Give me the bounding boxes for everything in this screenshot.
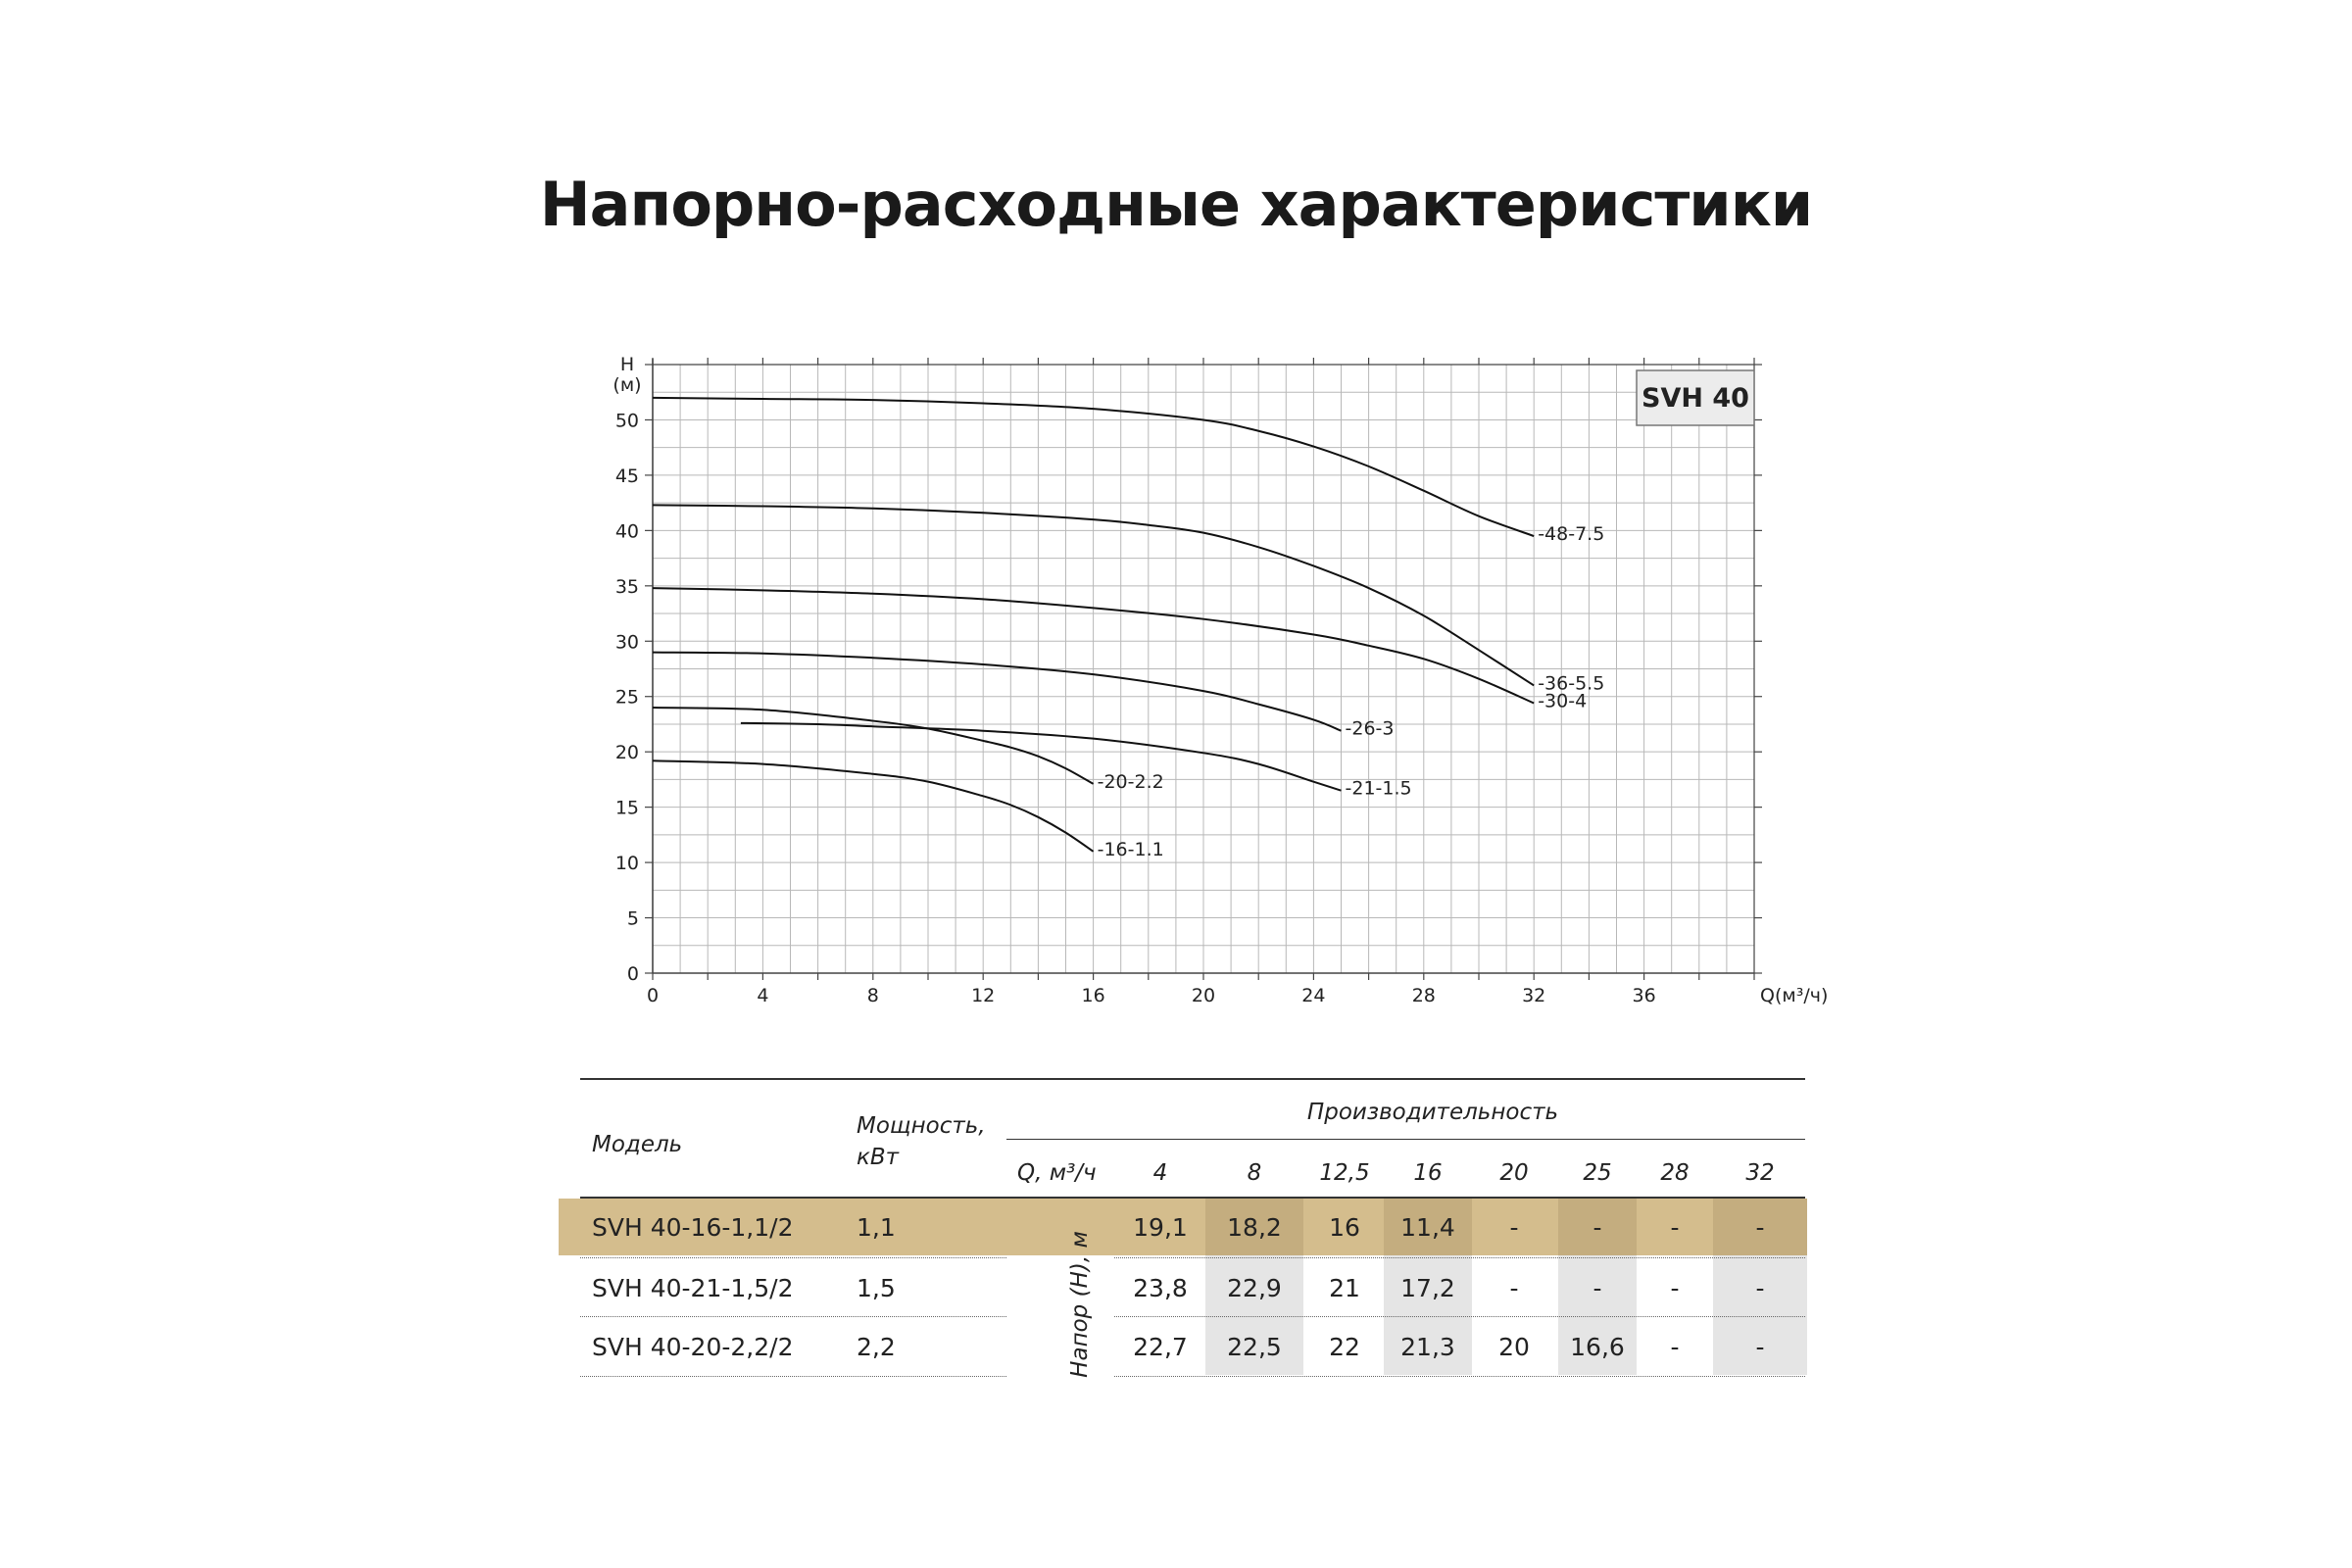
head-value-cell: 19,1 [1133, 1213, 1188, 1242]
y-tick-label: 45 [614, 465, 639, 487]
head-value-cell: 20 [1498, 1333, 1530, 1361]
head-value-cell: 23,8 [1133, 1274, 1188, 1302]
row-separator-right [1114, 1316, 1805, 1317]
flow-value-header: 12,5 [1319, 1160, 1370, 1186]
chart-badge [1637, 370, 1754, 425]
x-axis-label: Q(м³/ч) [1760, 985, 1829, 1006]
head-value-cell: 22,9 [1227, 1274, 1282, 1302]
head-value-cell: - [1670, 1274, 1680, 1302]
series-curve [653, 653, 1342, 731]
head-value-cell: - [1509, 1274, 1519, 1302]
head-value-cell: 21 [1329, 1274, 1360, 1302]
y-tick-label: 35 [614, 575, 639, 598]
power-cell: 2,2 [857, 1333, 896, 1361]
head-value-cell: - [1592, 1274, 1602, 1302]
series-label: -20-2.2 [1097, 770, 1164, 793]
row-separator-right [1114, 1257, 1805, 1258]
model-header: Модель [592, 1132, 683, 1157]
y-tick-label: 30 [614, 631, 639, 654]
flow-value-header: 32 [1745, 1160, 1775, 1186]
head-value-cell: 22 [1329, 1333, 1360, 1361]
head-value-cell: - [1670, 1213, 1680, 1242]
power-cell: 1,1 [857, 1213, 896, 1242]
x-tick-label: 8 [866, 985, 879, 1006]
x-tick-label: 4 [757, 985, 769, 1006]
head-value-cell: 11,4 [1400, 1213, 1455, 1242]
flow-header: Q, м³/ч [1017, 1160, 1097, 1186]
head-value-cell: 18,2 [1227, 1213, 1282, 1242]
head-value-cell: 22,7 [1133, 1333, 1188, 1361]
head-value-cell: 16,6 [1570, 1333, 1625, 1361]
table-top-rule [580, 1078, 1805, 1080]
head-value-cell: - [1755, 1333, 1765, 1361]
x-tick-label: 24 [1301, 985, 1326, 1006]
y-axis-label: H [619, 354, 635, 375]
x-tick-label: 12 [971, 985, 996, 1006]
x-tick-label: 0 [646, 985, 660, 1006]
y-tick-label: 40 [614, 520, 639, 543]
y-tick-label: 25 [614, 686, 639, 709]
head-value-cell: - [1755, 1274, 1765, 1302]
head-value-cell: - [1592, 1213, 1602, 1242]
y-tick-label: 5 [626, 907, 639, 930]
series-label: -21-1.5 [1345, 777, 1412, 800]
chart-grid [653, 365, 1754, 973]
row-separator-left [580, 1257, 1006, 1258]
row-separator-right [1114, 1376, 1805, 1377]
y-tick-label: 10 [614, 853, 639, 875]
power-header: Мощность, [857, 1113, 986, 1139]
flow-value-header: 25 [1583, 1160, 1612, 1186]
head-value-cell: 16 [1329, 1213, 1360, 1242]
x-tick-label: 32 [1522, 985, 1546, 1006]
y-tick-label: 20 [614, 742, 639, 764]
series-label: -36-5.5 [1538, 672, 1605, 695]
y-tick-label: 0 [626, 963, 639, 985]
y-tick-label: 15 [614, 797, 639, 819]
head-value-cell: - [1755, 1213, 1765, 1242]
row-separator-left [580, 1316, 1006, 1317]
head-header: Напор (H), м [1067, 1231, 1093, 1378]
flow-value-header: 16 [1413, 1160, 1443, 1186]
row-separator-left [580, 1376, 1006, 1377]
head-value-cell: 21,3 [1400, 1333, 1455, 1361]
flow-value-header: 28 [1660, 1160, 1690, 1186]
head-value-cell: 17,2 [1400, 1274, 1455, 1302]
performance-header-rule [1006, 1139, 1805, 1140]
flow-value-header: 8 [1247, 1160, 1262, 1186]
flow-value-header: 4 [1152, 1160, 1168, 1186]
flow-value-header: 20 [1499, 1160, 1529, 1186]
model-badge-text: SVH 40 [1642, 383, 1749, 414]
y-tick-label: 50 [614, 410, 639, 432]
page-title: Напорно-расходные характеристики [539, 169, 1813, 240]
x-tick-label: 36 [1632, 985, 1656, 1006]
power-header-unit: кВт [857, 1145, 900, 1170]
power-cell: 1,5 [857, 1274, 896, 1302]
series-label: -48-7.5 [1538, 523, 1605, 546]
model-cell: SVH 40-21-1,5/2 [592, 1274, 794, 1302]
x-tick-label: 20 [1191, 985, 1216, 1006]
x-tick-label: 16 [1081, 985, 1105, 1006]
model-cell: SVH 40-16-1,1/2 [592, 1213, 794, 1242]
series-label: -30-4 [1538, 690, 1588, 712]
head-value-cell: 22,5 [1227, 1333, 1282, 1361]
x-tick-label: 28 [1411, 985, 1436, 1006]
chart-labels [612, 354, 1828, 1006]
model-cell: SVH 40-20-2,2/2 [592, 1333, 794, 1361]
head-value-cell: - [1509, 1213, 1519, 1242]
y-axis-label-unit: (м) [612, 374, 642, 396]
performance-header: Производительность [1306, 1100, 1559, 1125]
series-label: -26-3 [1345, 717, 1395, 740]
series-label: -16-1.1 [1097, 838, 1164, 860]
performance-table [580, 1078, 1805, 1392]
header-bottom-rule [580, 1197, 1805, 1199]
head-value-cell: - [1670, 1333, 1680, 1361]
